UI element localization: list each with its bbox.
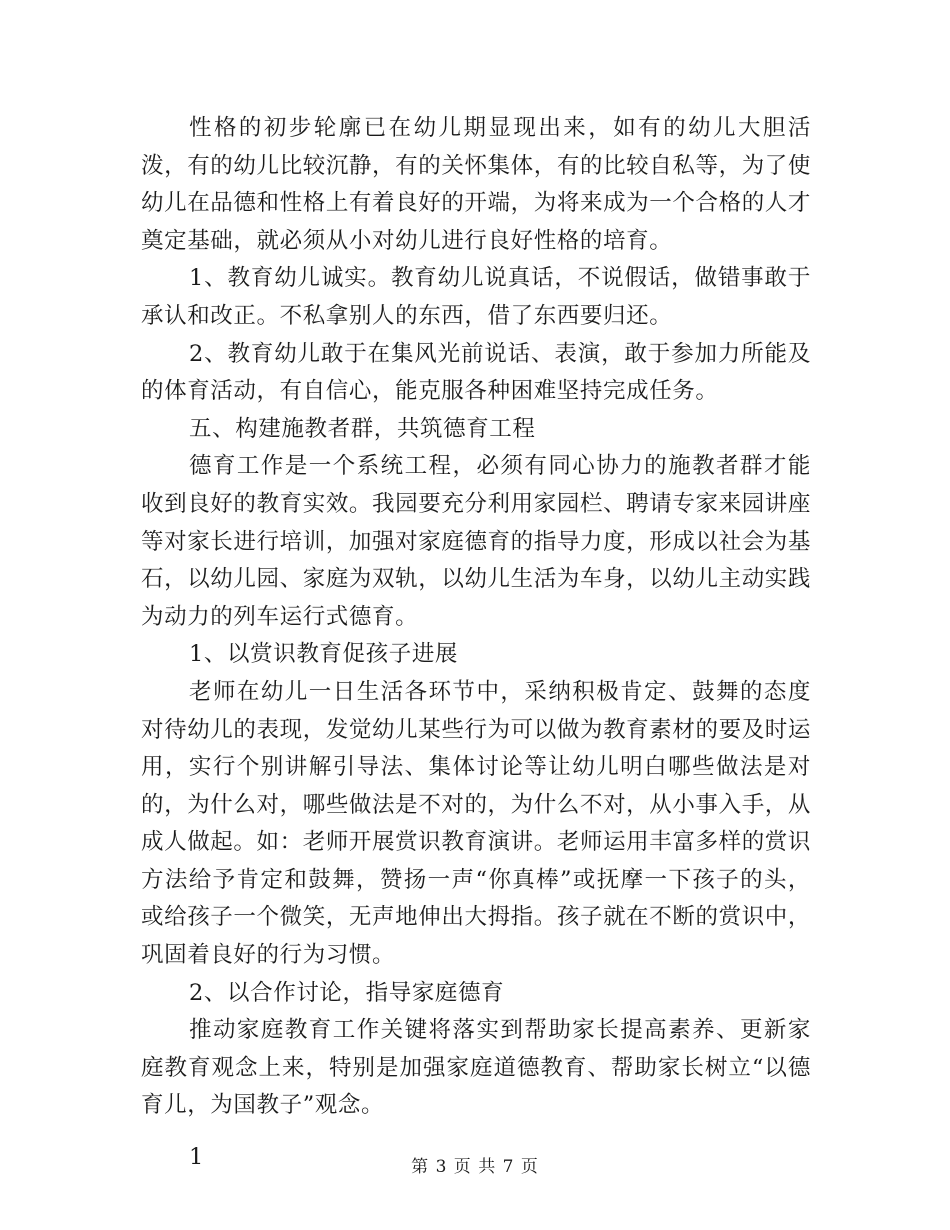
paragraph-courage: 2、教育幼儿敢于在集风光前说话、表演，敢于参加力所能及的体育活动，有自信心，能克服各种困难坚持完成任务。 bbox=[141, 340, 811, 405]
document-body bbox=[141, 110, 811, 1177]
inline-page-number: 1 bbox=[189, 1144, 204, 1171]
section-heading-five: 五、构建施教者群，共筑德育工程 bbox=[189, 415, 536, 442]
paragraph-appreciation: 老师在幼儿一日生活各环节中，采纳积极肯定、鼓舞的态度对待幼儿的表现，发觉幼儿某些行为可以做为教育素材的要及时运用，实行个别讲解引导法、集体讨论等让幼儿明白哪些做法是对的，为什么对，哪些做法是不对的，为什么不对，从小事入手，从成人做起。如：老师开展赏识教育演讲。老师运用丰富多样的赏识方法给予肯定和鼓舞，赞扬一声“你真棒”或抚摩一下孩子的头，或给孩子一个微笑，无声地伸出大拇指。孩子就在不断的赏识中，巩固着良好的行为习惯。 bbox=[141, 678, 811, 969]
paragraph-moral-system: 德育工作是一个系统工程，必须有同心协力的施教者群才能收到良好的教育实效。我园要充分利用家园栏、聘请专家来园讲座等对家长进行培训，加强对家庭德育的指导力度，形成以社会为基石，以幼儿园、家庭为双轨，以幼儿生活为车身，以幼儿主动实践为动力的列车运行式德育。 bbox=[141, 453, 811, 630]
page-footer: 第 3 页 共 7 页 bbox=[411, 1157, 539, 1177]
paragraph-honesty: 1、教育幼儿诚实。教育幼儿说真话，不说假话，做错事敢于承认和改正。不私拿别人的东西，借了东西要归还。 bbox=[141, 265, 811, 329]
subheading-cooperation: 2、以合作讨论，指导家庭德育 bbox=[189, 979, 505, 1006]
paragraph-family-education: 推动家庭教育工作关键将落实到帮助家长提高素养、更新家庭教育观念上来，特别是加强家庭道德教育、帮助家长树立“以德育儿，为国教子”观念。 bbox=[141, 1017, 811, 1119]
subheading-appreciation: 1、以赏识教育促孩子进展 bbox=[189, 641, 459, 668]
paragraph-personality-intro: 性格的初步轮廓已在幼儿期显现出来，如有的幼儿大胆活泼，有的幼儿比较沉静，有的关怀集体，有的比较自私等，为了使幼儿在品德和性格上有着良好的开端，为将来成为一个合格的人才奠定基础，就必须从小对幼儿进行良好性格的培育。 bbox=[141, 115, 811, 254]
